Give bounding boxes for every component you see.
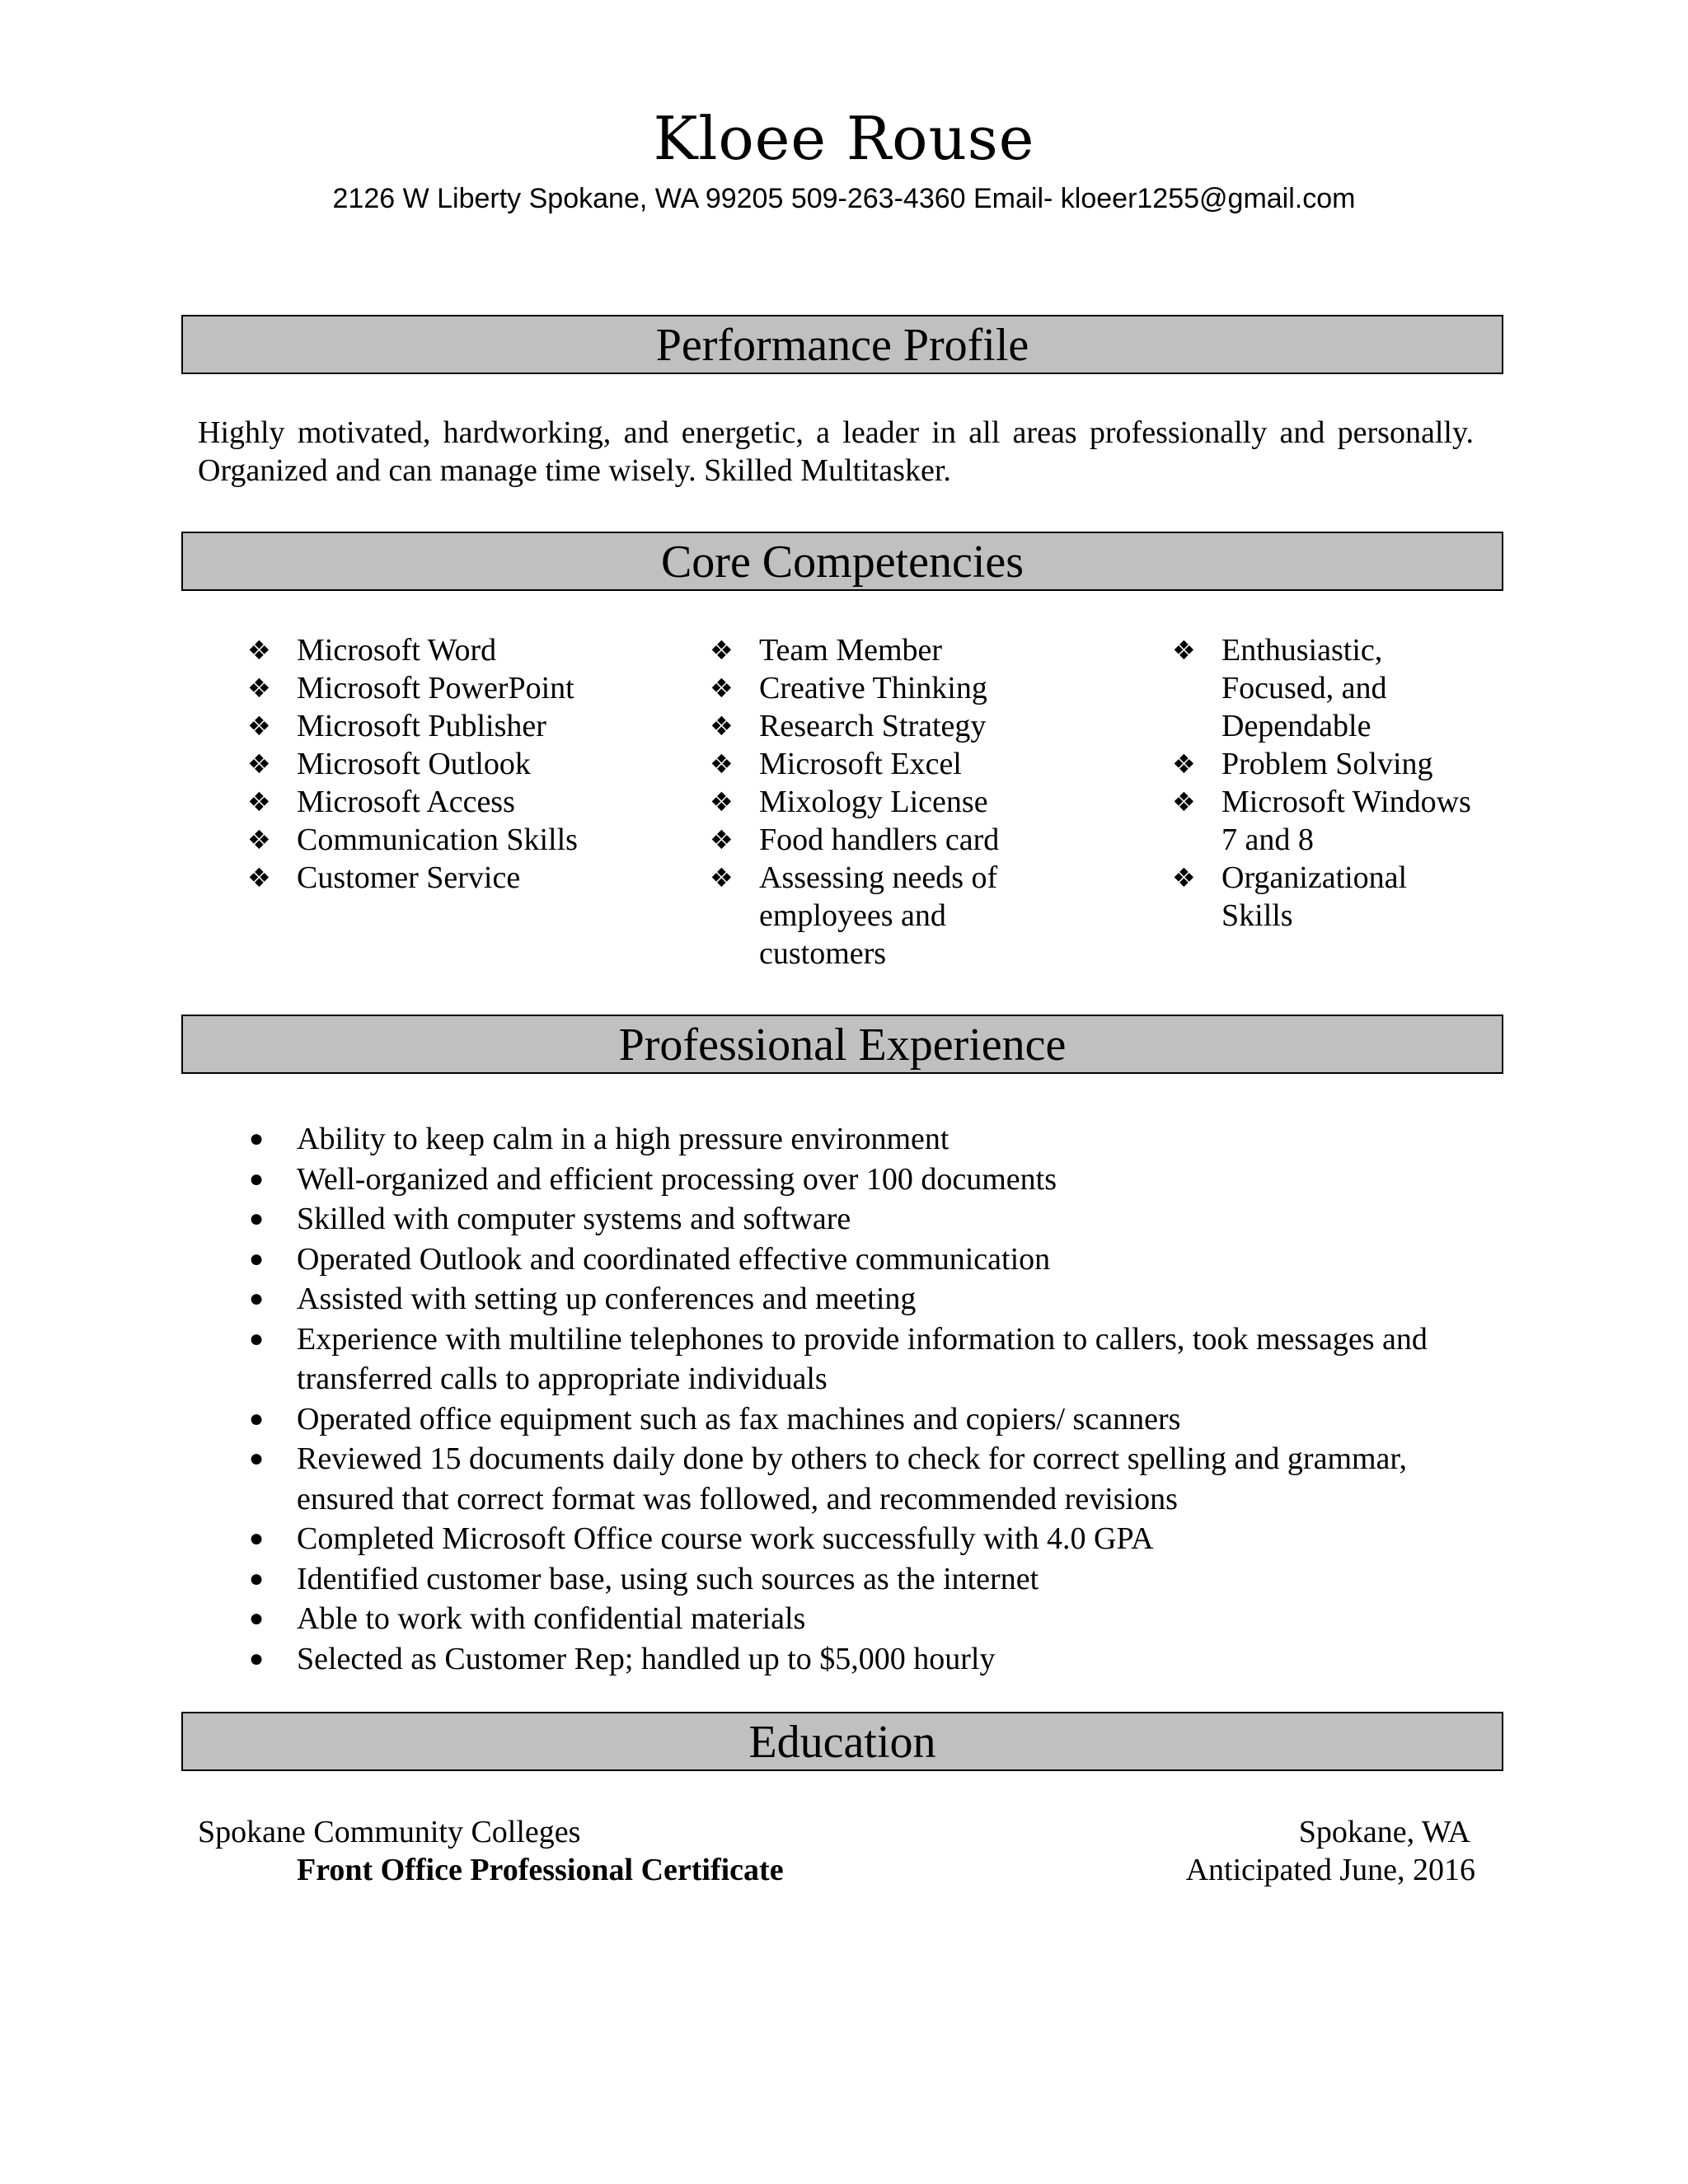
education-degree: Front Office Professional Certificate xyxy=(297,1853,784,1887)
experience-item: ● Able to work with confidential materials xyxy=(247,1599,1467,1639)
experience-item: ● Selected as Customer Rep; handled up to $5,000 hourly xyxy=(247,1639,1467,1680)
bullet-icon: ● xyxy=(249,1285,265,1312)
competencies-column-1 xyxy=(247,631,593,897)
competency-item: ❖ Microsoft PowerPoint xyxy=(247,671,574,705)
experience-item: ● Ability to keep calm in a high pressure environment xyxy=(247,1119,1467,1160)
competency-item: ❖ Microsoft Word xyxy=(247,633,497,668)
diamond-bullet-icon: ❖ xyxy=(710,635,734,666)
bullet-icon: ● xyxy=(249,1525,265,1552)
bullet-icon: ● xyxy=(249,1324,265,1352)
diamond-bullet-icon: ❖ xyxy=(710,786,734,818)
competency-item: ❖ Customer Service xyxy=(247,860,521,895)
diamond-bullet-icon: ❖ xyxy=(247,786,271,818)
experience-item: ● Reviewed 15 documents daily done by others to check for correct spelling and grammar, ensured that correct format was followed, and recommended revisions xyxy=(247,1439,1467,1519)
section-header-core-competencies: Core Competencies xyxy=(181,532,1503,591)
experience-list xyxy=(247,1119,1467,1679)
diamond-bullet-icon: ❖ xyxy=(710,748,734,780)
section-header-performance-profile: Performance Profile xyxy=(181,315,1503,374)
experience-item: ● Operated Outlook and coordinated effective communication xyxy=(247,1240,1467,1280)
bullet-icon: ● xyxy=(249,1205,265,1232)
diamond-bullet-icon: ❖ xyxy=(247,635,271,666)
diamond-bullet-icon: ❖ xyxy=(247,673,271,704)
experience-item: ● Skilled with computer systems and software xyxy=(247,1199,1467,1240)
competency-item: ❖ Enthusiastic, Focused, and Dependable xyxy=(1172,633,1387,743)
bullet-icon: ● xyxy=(249,1404,265,1432)
diamond-bullet-icon: ❖ xyxy=(1172,748,1196,780)
bullet-icon: ● xyxy=(249,1564,265,1592)
diamond-bullet-icon: ❖ xyxy=(1172,862,1196,893)
bullet-icon: ● xyxy=(249,1125,265,1152)
competency-item: ❖ Microsoft Windows 7 and 8 xyxy=(1172,785,1471,857)
diamond-bullet-icon: ❖ xyxy=(1172,635,1196,666)
diamond-bullet-icon: ❖ xyxy=(710,673,734,704)
education-school: Spokane Community Colleges xyxy=(198,1815,581,1849)
competency-item: ❖ Microsoft Excel xyxy=(710,747,962,781)
diamond-bullet-icon: ❖ xyxy=(710,710,734,742)
section-header-professional-experience: Professional Experience xyxy=(181,1015,1503,1074)
experience-item: ● Assisted with setting up conferences and meeting xyxy=(247,1279,1467,1319)
competency-item: ❖ Microsoft Publisher xyxy=(247,709,546,743)
resume-name: Kloee Rouse xyxy=(653,104,1035,173)
bullet-icon: ● xyxy=(249,1605,265,1632)
bullet-icon: ● xyxy=(249,1165,265,1193)
bullet-icon: ● xyxy=(249,1244,265,1272)
competency-item: ❖ Communication Skills xyxy=(247,823,578,857)
experience-item: ● Completed Microsoft Office course work successfully with 4.0 GPA xyxy=(247,1519,1467,1559)
experience-item: ● Experience with multiline telephones to provide information to callers, took messages and transferred calls to appropriate individuals xyxy=(247,1319,1467,1399)
competency-item: ❖ Creative Thinking xyxy=(710,671,987,705)
section-header-education: Education xyxy=(181,1712,1503,1771)
bullet-icon: ● xyxy=(249,1644,265,1672)
profile-summary: Highly motivated, hardworking, and energetic, a leader in all areas professionally and personally. Organized and can manage time wisely. Skilled Multitasker. xyxy=(198,415,1474,488)
competency-item: ❖ Organizational Skills xyxy=(1172,860,1408,933)
diamond-bullet-icon: ❖ xyxy=(247,710,271,742)
diamond-bullet-icon: ❖ xyxy=(247,824,271,855)
competencies-column-2 xyxy=(710,631,1072,972)
diamond-bullet-icon: ❖ xyxy=(1172,786,1196,818)
competency-item: ❖ Mixology License xyxy=(710,785,988,819)
education-location: Spokane, WA xyxy=(1298,1815,1470,1849)
contact-info: 2126 W Liberty Spokane, WA 99205 509-263-4360 Email- kloeer1255@gmail.com xyxy=(332,183,1356,214)
diamond-bullet-icon: ❖ xyxy=(710,824,734,855)
competency-item: ❖ Microsoft Outlook xyxy=(247,747,531,781)
competency-item: ❖ Problem Solving xyxy=(1172,747,1433,781)
education-date: Anticipated June, 2016 xyxy=(1185,1853,1475,1887)
diamond-bullet-icon: ❖ xyxy=(247,748,271,780)
experience-item: ● Well-organized and efficient processing over 100 documents xyxy=(247,1160,1467,1200)
competency-item: ❖ Research Strategy xyxy=(710,709,987,743)
bullet-icon: ● xyxy=(249,1445,265,1472)
competency-item: ❖ Team Member xyxy=(710,633,943,668)
competencies-column-3 xyxy=(1172,631,1477,935)
experience-item: ● Identified customer base, using such sources as the internet xyxy=(247,1559,1467,1600)
competency-item: ❖ Microsoft Access xyxy=(247,785,515,819)
diamond-bullet-icon: ❖ xyxy=(247,862,271,893)
competency-item: ❖ Food handlers card xyxy=(710,823,1000,857)
experience-item: ● Operated office equipment such as fax machines and copiers/ scanners xyxy=(247,1399,1467,1440)
diamond-bullet-icon: ❖ xyxy=(710,862,734,893)
competency-item: ❖ Assessing needs of employees and customers xyxy=(710,860,998,971)
